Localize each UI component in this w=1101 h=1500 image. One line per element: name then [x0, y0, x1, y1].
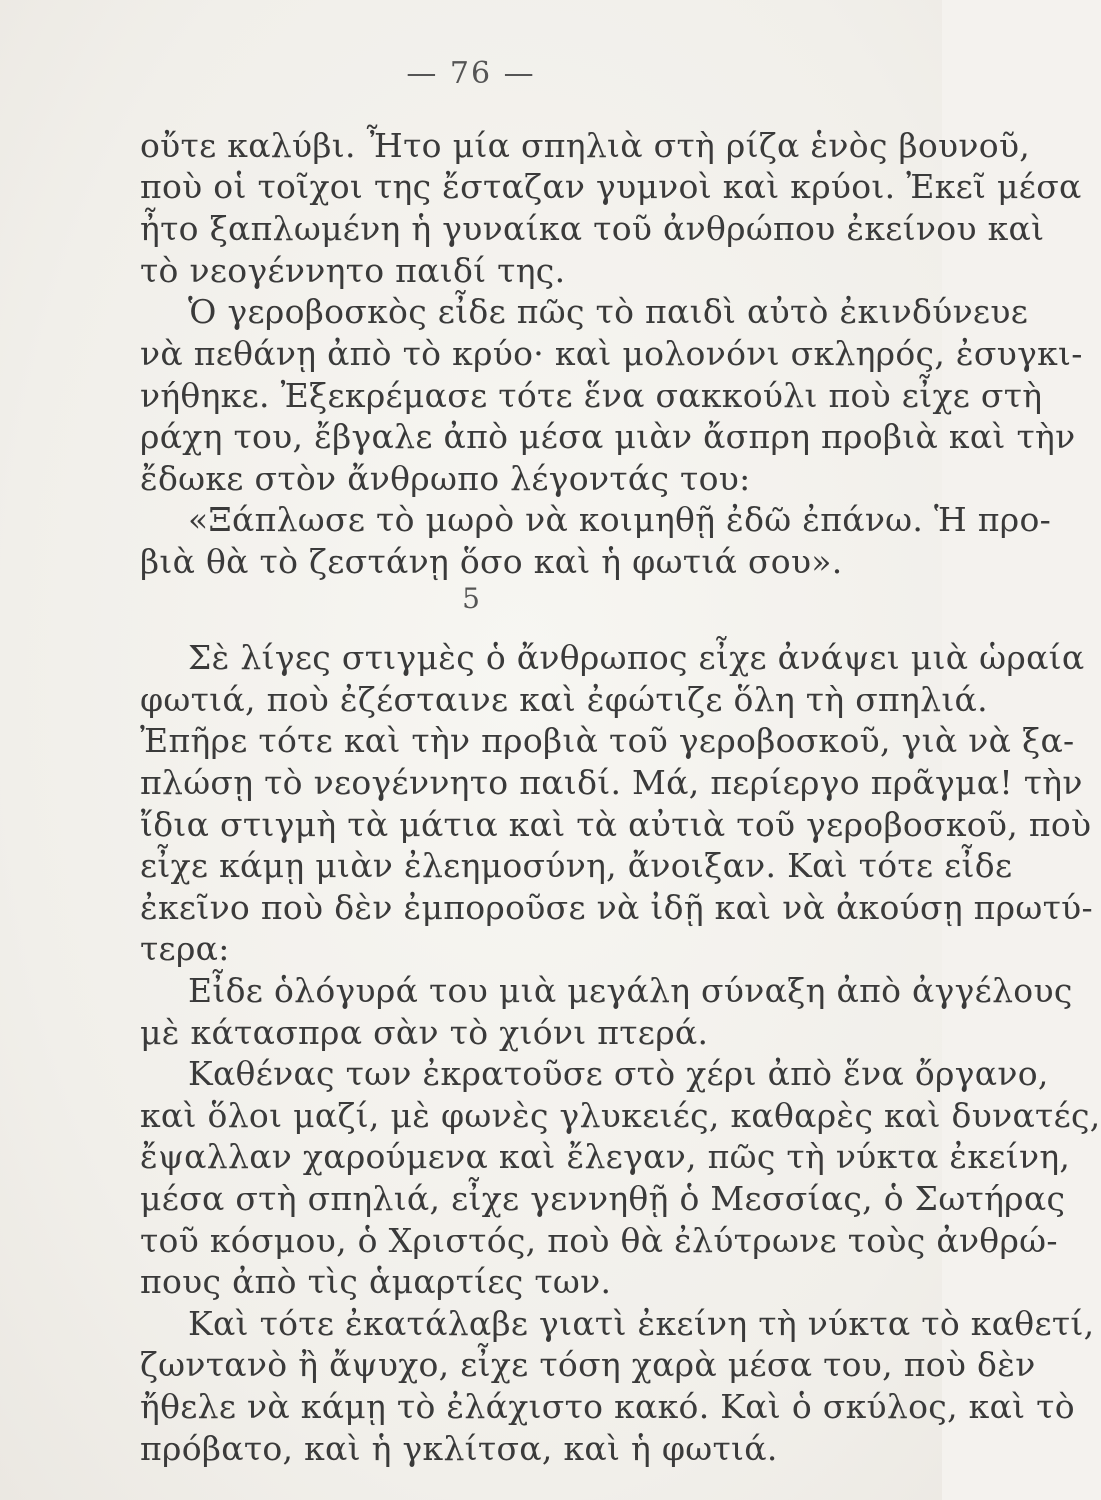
section-number: 5 [462, 582, 480, 615]
text-line: ἦτο ξαπλωμένη ἡ γυναίκα τοῦ ἀνθρώπου ἐκείνου καὶ [140, 209, 1045, 248]
text-line: ἤθελε νὰ κάμῃ τὸ ἐλάχιστο κακό. Καὶ ὁ σκύλος, καὶ τὸ [140, 1387, 1075, 1426]
text-line: Ἐπῆρε τότε καὶ τὴν προβιὰ τοῦ γεροβοσκοῦ, γιὰ νὰ ξα- [140, 721, 1075, 760]
text-line: μὲ κάτασπρα σὰν τὸ χιόνι πτερά. [140, 1013, 709, 1052]
text-line: εἶχε κάμῃ μιὰν ἐλεημοσύνη, ἄνοιξαν. Καὶ τότε εἶδε [140, 846, 1013, 885]
text-line: πλώσῃ τὸ νεογέννητο παιδί. Μά, περίεργο πρᾶγμα! τὴν [140, 763, 1083, 802]
text-line: ἴδια στιγμὴ τὰ μάτια καὶ τὰ αὐτιὰ τοῦ γεροβοσκοῦ, ποὺ [140, 805, 1092, 844]
page-number: — 76 — [406, 56, 536, 91]
paragraph-start-line: «Ξάπλωσε τὸ μωρὸ νὰ κοιμηθῇ ἐδῶ ἐπάνω. Ἡ προ- [188, 500, 1052, 539]
text-line: ἔψαλλαν χαρούμενα καὶ ἔλεγαν, πῶς τὴ νύκτα ἐκείνη, [140, 1137, 1071, 1176]
text-line: ζωντανὸ ἢ ἄψυχο, εἶχε τόση χαρὰ μέσα του, ποὺ δὲν [140, 1345, 1036, 1384]
paragraph-start-line: Ὁ γεροβοσκὸς εἶδε πῶς τὸ παιδὶ αὐτὸ ἐκινδύνευε [188, 292, 1029, 331]
text-line: πρόβατο, καὶ ἡ γκλίτσα, καὶ ἡ φωτιά. [140, 1429, 778, 1468]
text-line: καὶ ὅλοι μαζί, μὲ φωνὲς γλυκειές, καθαρὲς καὶ δυνατές, [140, 1096, 1101, 1135]
paragraph-start-line: Καθένας των ἐκρατοῦσε στὸ χέρι ἀπὸ ἕνα ὄργανο, [188, 1054, 1049, 1093]
text-line: ἔδωκε στὸν ἄνθρωπο λέγοντάς του: [140, 459, 751, 498]
text-line: τὸ νεογέννητο παιδί της. [140, 251, 566, 290]
text-line: βιὰ θὰ τὸ ζεστάνῃ ὅσο καὶ ἡ φωτιά σου». [140, 542, 843, 581]
text-line: φωτιά, ποὺ ἐζέσταινε καὶ ἐφώτιζε ὅλη τὴ σπηλιά. [140, 680, 988, 719]
text-line: μέσα στὴ σπηλιά, εἶχε γεννηθῇ ὁ Μεσσίας, ὁ Σωτήρας [140, 1179, 1066, 1218]
paragraph-start-line: Καὶ τότε ἐκατάλαβε γιατὶ ἐκείνη τὴ νύκτα τὸ καθετί, [188, 1304, 1095, 1343]
text-line: ἐκεῖνο ποὺ δὲν ἐμποροῦσε νὰ ἰδῇ καὶ νὰ ἀκούσῃ πρωτύ- [140, 888, 1093, 927]
text-line: ράχη του, ἔβγαλε ἀπὸ μέσα μιὰν ἄσπρη προβιὰ καὶ τὴν [140, 417, 1076, 456]
text-line: νὰ πεθάνῃ ἀπὸ τὸ κρύο· καὶ μολονόνι σκληρός, ἐσυγκι- [140, 334, 1083, 373]
text-line: οὔτε καλύβι. Ἦτο μία σπηλιὰ στὴ ρίζα ἑνὸς βουνοῦ, [140, 126, 1031, 165]
text-line: νήθηκε. Ἐξεκρέμασε τότε ἕνα σακκούλι ποὺ εἶχε στὴ [140, 376, 1043, 415]
paragraph-start-line: Σὲ λίγες στιγμὲς ὁ ἄνθρωπος εἶχε ἀνάψει μιὰ ὡραία [188, 638, 1085, 677]
text-line: ποὺ οἱ τοῖχοι της ἔσταζαν γυμνοὶ καὶ κρύοι. Ἐκεῖ μέσα [140, 167, 1082, 206]
text-line: τερα: [140, 929, 230, 968]
text-line: πους ἀπὸ τὶς ἁμαρτίες των. [140, 1262, 612, 1301]
text-line: τοῦ κόσμου, ὁ Χριστός, ποὺ θὰ ἐλύτρωνε τοὺς ἀνθρώ- [140, 1221, 1058, 1260]
paragraph-start-line: Εἶδε ὁλόγυρά του μιὰ μεγάλη σύναξη ἀπὸ ἀγγέλους [188, 971, 1073, 1010]
